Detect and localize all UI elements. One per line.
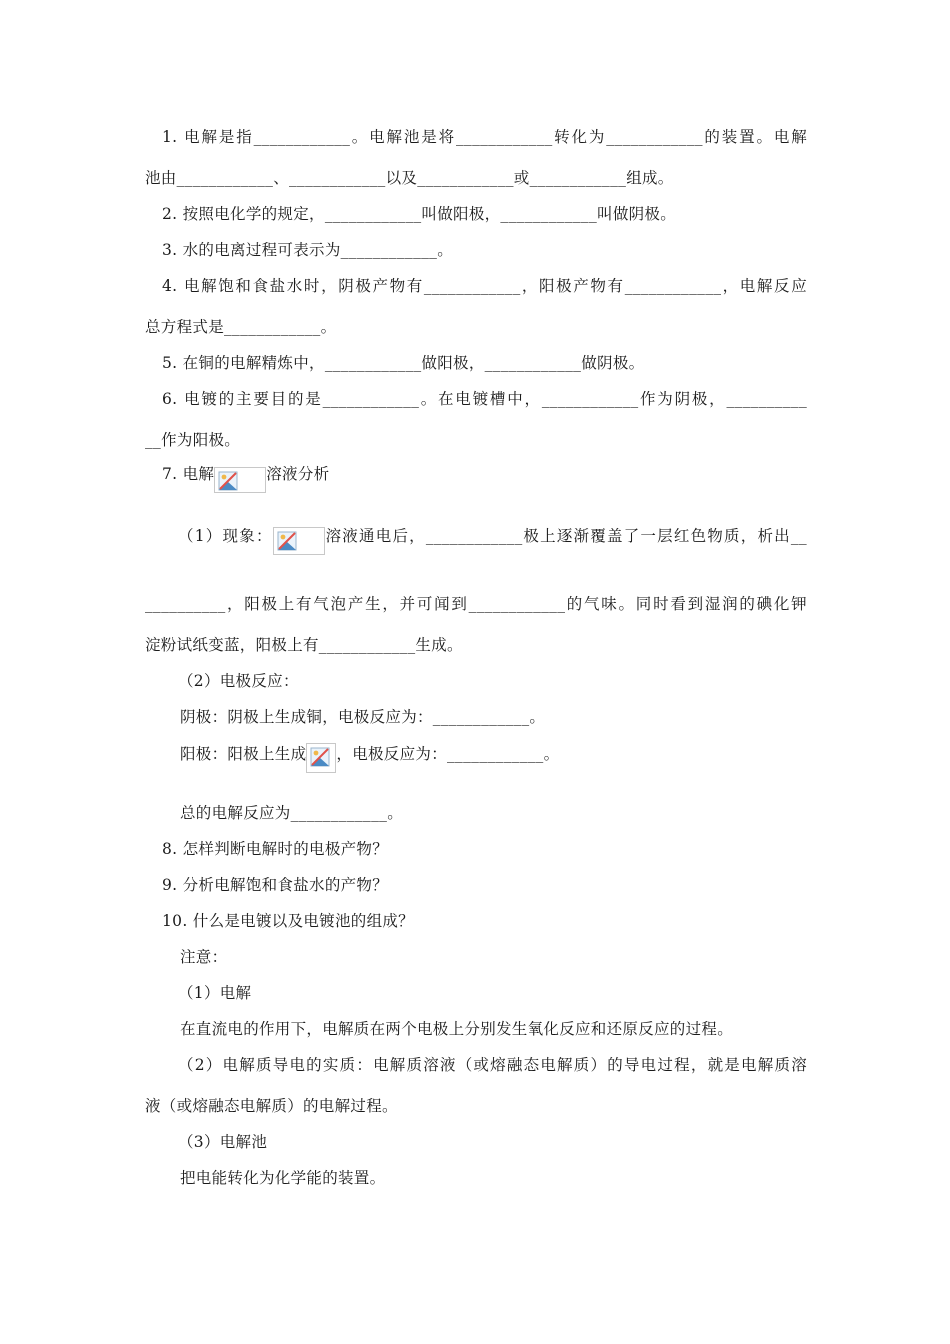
anode-reaction — [180, 743, 842, 773]
question-1-line-1: 1. 电解是指____________。电解池是将____________转化为____________的装置。电解 — [162, 128, 807, 146]
note-3-text: 把电能转化为化学能的装置。 — [180, 1169, 386, 1187]
cathode-reaction: 阴极：阴极上生成铜，电极反应为：____________。 — [180, 708, 546, 726]
note-2-line-2: 液（或熔融态电解质）的电解过程。 — [145, 1097, 398, 1115]
broken-image-icon — [273, 527, 325, 555]
note-3-heading: （3）电解池 — [178, 1133, 268, 1151]
anode-prefix: 阳极：阳极上生成 — [180, 745, 307, 763]
question-6-line-2: __作为阳极。 — [145, 431, 241, 449]
phenomenon-line-2: __________，阳极上有气泡产生，并可闻到____________的气味。同时看到湿润的碘化钾 — [145, 595, 807, 613]
question-5: 5. 在铜的电解精炼中，____________做阳极，____________做阴极。 — [162, 354, 645, 372]
question-6-line-1: 6. 电镀的主要目的是____________。在电镀槽中，____________作为阴极，__________ — [162, 390, 807, 408]
question-10: 10. 什么是电镀以及电镀池的组成？ — [162, 912, 414, 930]
question-4-line-2: 总方程式是____________。 — [145, 318, 337, 336]
question-7-prefix: 7. 电解 — [162, 465, 215, 483]
question-1-line-2: 池由____________、____________以及____________或____________组成。 — [145, 169, 674, 187]
phenomenon-text: 溶液通电后，____________极上逐渐覆盖了一层红色物质，析出__ — [324, 527, 807, 545]
note-1-heading: （1）电解 — [178, 984, 252, 1002]
phenomenon-line-1 — [178, 526, 807, 555]
question-7 — [162, 464, 824, 493]
question-8: 8. 怎样判断电解时的电极产物？ — [162, 840, 389, 858]
question-4-line-1: 4. 电解饱和食盐水时，阴极产物有____________，阳极产物有____________，电解反应 — [162, 277, 807, 295]
electrode-reaction-heading: （2）电极反应： — [178, 672, 299, 690]
phenomenon-prefix: （1）现象： — [178, 527, 273, 545]
question-2: 2. 按照电化学的规定，____________叫做阳极，____________叫做阴极。 — [162, 205, 677, 223]
note-2-line-1: （2）电解质导电的实质：电解质溶液（或熔融态电解质）的导电过程，就是电解质溶 — [178, 1056, 807, 1074]
anode-suffix: ，电极反应为：____________。 — [336, 745, 560, 763]
phenomenon-line-3: 淀粉试纸变蓝，阳极上有____________生成。 — [145, 636, 463, 654]
broken-image-icon — [306, 743, 336, 773]
note-heading: 注意： — [180, 948, 228, 966]
question-3: 3. 水的电离过程可表示为____________。 — [162, 241, 454, 259]
question-9: 9. 分析电解饱和食盐水的产物？ — [162, 876, 389, 894]
question-7-suffix: 溶液分析 — [266, 465, 330, 483]
broken-image-icon — [214, 467, 266, 493]
overall-reaction: 总的电解反应为____________。 — [180, 804, 404, 822]
note-1-text: 在直流电的作用下，电解质在两个电极上分别发生氧化反应和还原反应的过程。 — [180, 1020, 734, 1038]
